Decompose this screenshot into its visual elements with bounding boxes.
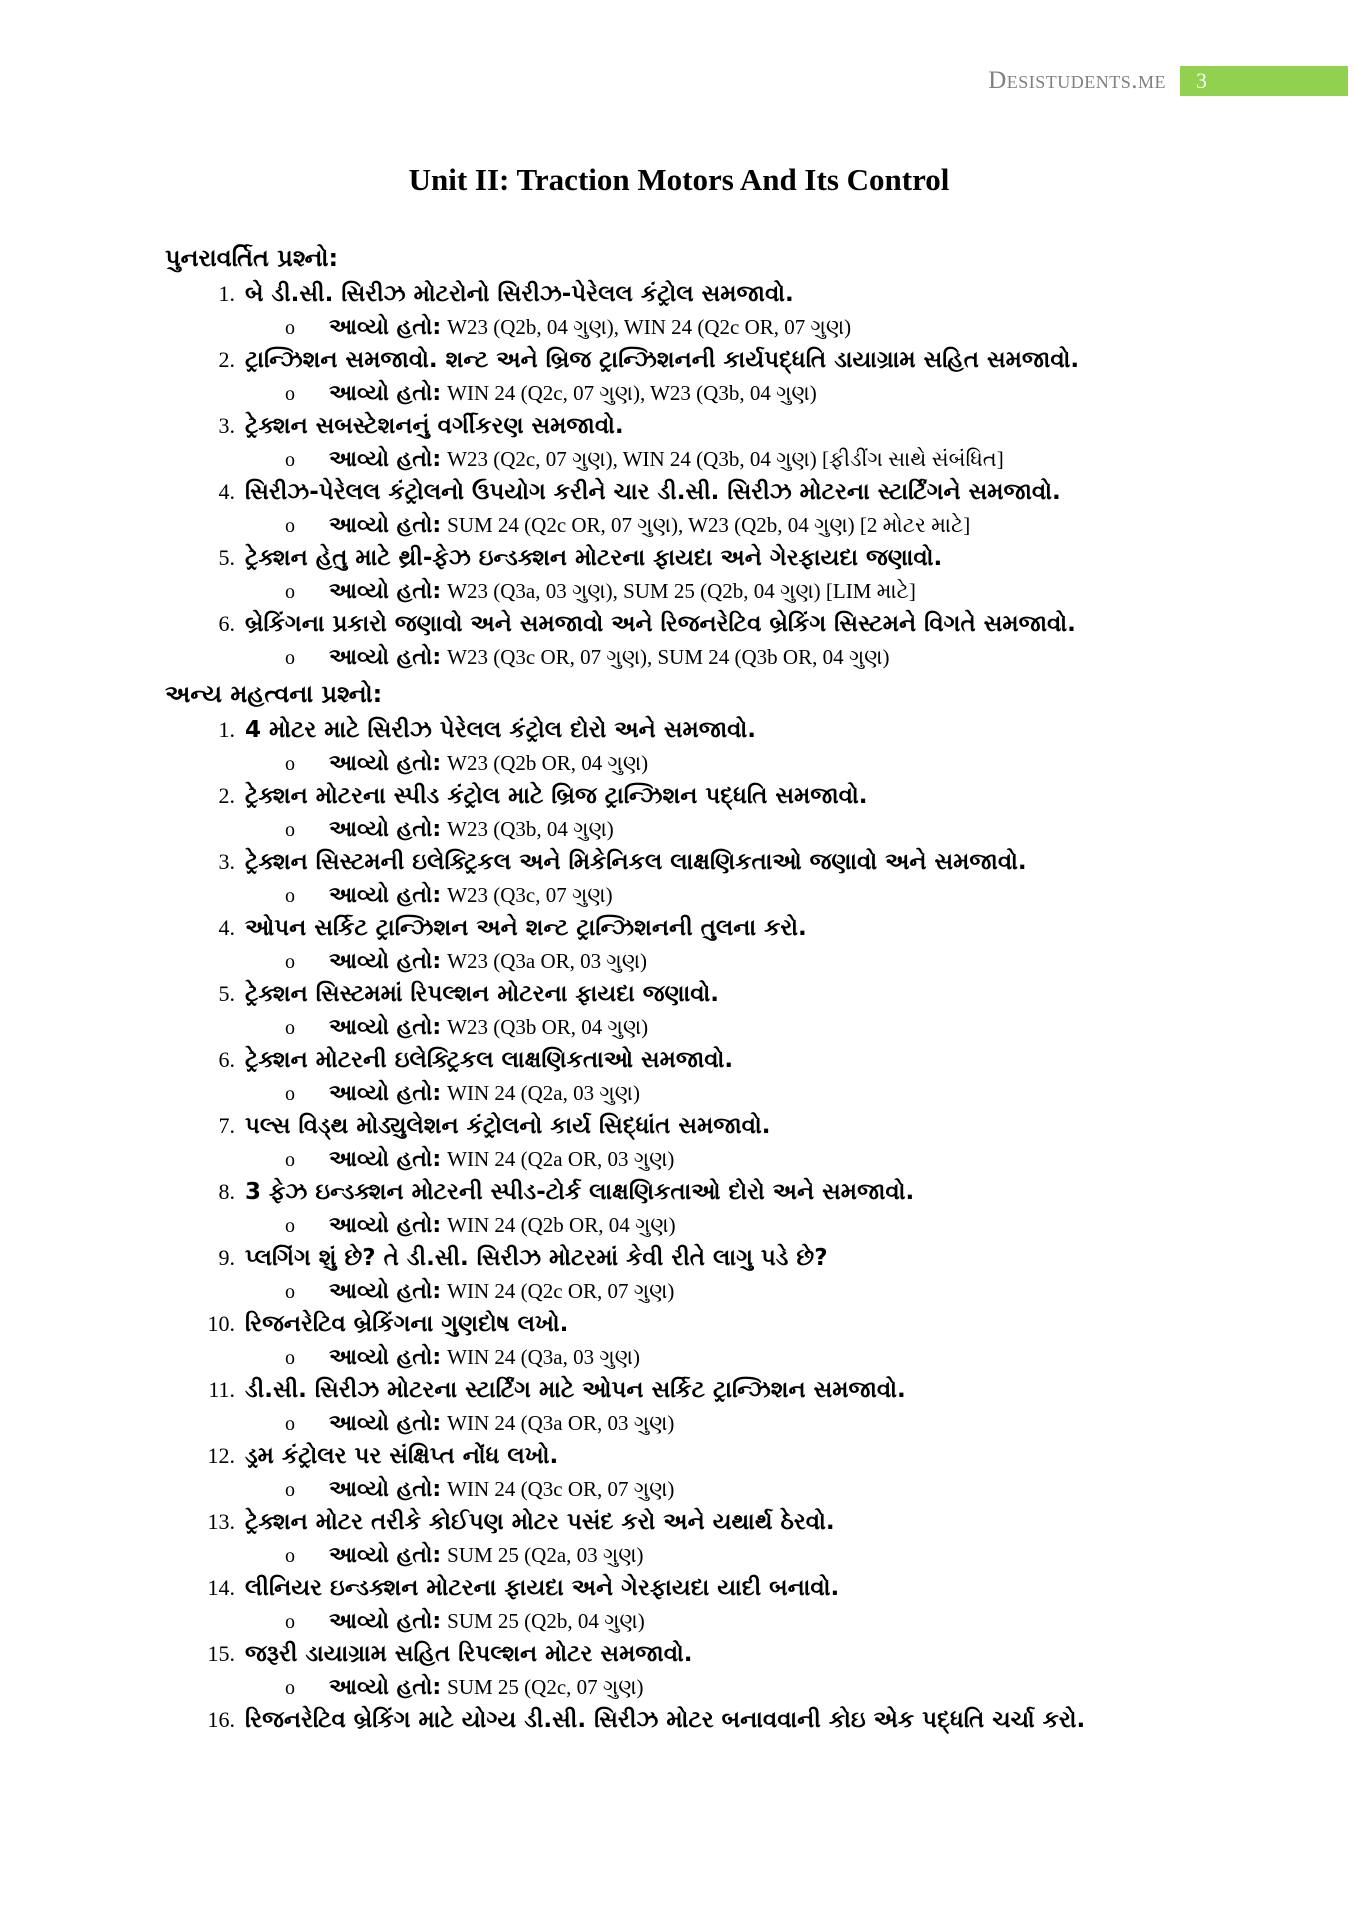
question-item xyxy=(165,1374,1345,1440)
asked-label: આવ્યો હતો: xyxy=(329,1213,442,1238)
asked-row xyxy=(165,1208,1345,1242)
asked-label: આવ્યો હતો: xyxy=(329,447,442,472)
asked-reference: WIN 24 (Q2c, 07 ગુણ), W23 (Q3b, 04 ગુણ) xyxy=(447,381,817,405)
question-text: ટ્રેક્શન હેતુ માટે થ્રી-ફેઝ ઇન્ડક્શન મોટરના ફાયદા અને ગેરફાયદા જણાવો. xyxy=(245,545,943,571)
question-item xyxy=(165,1440,1345,1506)
asked-label: આવ્યો હતો: xyxy=(329,579,442,604)
asked-row xyxy=(165,1472,1345,1506)
question-number: 12. xyxy=(207,1443,235,1468)
question-text: ટ્રેક્શન સબસ્ટેશનનું વર્ગીકરણ સમજાવો. xyxy=(245,413,624,439)
question-row xyxy=(165,1506,1345,1538)
question-number: 6. xyxy=(218,611,235,636)
question-row xyxy=(165,912,1345,944)
asked-reference: WIN 24 (Q3a, 03 ગુણ) xyxy=(447,1345,640,1369)
question-row xyxy=(165,978,1345,1010)
question-number: 16. xyxy=(207,1707,235,1732)
question-text: ટ્રેક્શન સિસ્ટમની ઇલેક્ટ્રિકલ અને મિકેનિકલ લાક્ષણિકતાઓ જણાવો અને સમજાવો. xyxy=(245,849,1027,875)
question-item xyxy=(165,1176,1345,1242)
question-item xyxy=(165,912,1345,978)
question-text: સિરીઝ-પેરેલલ કંટ્રોલનો ઉપયોગ કરીને ચાર ડી.સી. સિરીઝ મોટરના સ્ટાર્ટિંગને સમજાવો. xyxy=(245,479,1061,505)
question-number: 3. xyxy=(218,849,235,874)
question-text: ટ્રેક્શન મોટર તરીકે કોઈપણ મોટર પસંદ કરો અને યથાર્થ ઠેરવો. xyxy=(245,1509,835,1535)
bullet-icon: o xyxy=(285,515,295,537)
bullet-icon: o xyxy=(285,1083,295,1105)
page-number: 3 xyxy=(1180,66,1348,96)
question-item xyxy=(165,1638,1345,1704)
asked-label: આવ્યો હતો: xyxy=(329,817,442,842)
question-item xyxy=(165,542,1345,608)
asked-reference: W23 (Q3b, 04 ગુણ) xyxy=(447,817,614,841)
question-item xyxy=(165,476,1345,542)
question-text: લીનિયર ઇન્ડક્શન મોટરના ફાયદા અને ગેરફાયદા યાદી બનાવો. xyxy=(245,1575,840,1601)
asked-label: આવ્યો હતો: xyxy=(329,1609,442,1634)
question-item xyxy=(165,1242,1345,1308)
question-row xyxy=(165,278,1345,310)
question-item xyxy=(165,1308,1345,1374)
question-text: પલ્સ વિડ્થ મોડ્યુલેશન કંટ્રોલનો કાર્ય સિદ્ધાંત સમજાવો. xyxy=(245,1113,771,1139)
asked-reference: WIN 24 (Q3a OR, 03 ગુણ) xyxy=(447,1411,675,1435)
asked-row xyxy=(165,878,1345,912)
bullet-icon: o xyxy=(285,1611,295,1633)
bullet-icon: o xyxy=(285,1281,295,1303)
bullet-icon: o xyxy=(285,1149,295,1171)
question-number: 9. xyxy=(218,1245,235,1270)
question-list xyxy=(165,714,1345,1736)
question-number: 14. xyxy=(207,1575,235,1600)
question-row xyxy=(165,846,1345,878)
question-number: 2. xyxy=(218,783,235,808)
bullet-icon: o xyxy=(285,951,295,973)
question-row xyxy=(165,1308,1345,1340)
question-item xyxy=(165,780,1345,846)
asked-reference: W23 (Q3b OR, 04 ગુણ) xyxy=(447,1015,649,1039)
asked-label: આવ્યો હતો: xyxy=(329,645,442,670)
asked-label: આવ્યો હતો: xyxy=(329,1543,442,1568)
question-item xyxy=(165,1110,1345,1176)
question-number: 2. xyxy=(218,347,235,372)
question-text: જરૂરી ડાયાગ્રામ સહિત રિપલ્શન મોટર સમજાવો. xyxy=(245,1641,693,1667)
question-list xyxy=(165,278,1345,674)
unit-title: Unit II: Traction Motors And Its Control xyxy=(408,162,950,197)
bullet-icon: o xyxy=(285,581,295,603)
asked-reference: SUM 25 (Q2b, 04 ગુણ) xyxy=(447,1609,645,1633)
question-item xyxy=(165,410,1345,476)
question-row xyxy=(165,1242,1345,1274)
asked-reference: SUM 25 (Q2a, 03 ગુણ) xyxy=(447,1543,644,1567)
asked-label: આવ્યો હતો: xyxy=(329,1015,442,1040)
asked-reference: W23 (Q2c, 07 ગુણ), WIN 24 (Q3b, 04 ગુણ) [ફીડીંગ સાથે સંબંધિત] xyxy=(447,447,1004,471)
question-text: ટ્રેક્શન સિસ્ટમમાં રિપલ્શન મોટરના ફાયદા જણાવો. xyxy=(245,981,720,1007)
asked-row xyxy=(165,746,1345,780)
asked-row xyxy=(165,1538,1345,1572)
bullet-icon: o xyxy=(285,1479,295,1501)
question-content xyxy=(165,238,1345,1736)
asked-row xyxy=(165,1340,1345,1374)
asked-reference: W23 (Q3a OR, 03 ગુણ) xyxy=(447,949,647,973)
question-item xyxy=(165,1704,1345,1736)
asked-row xyxy=(165,944,1345,978)
question-row xyxy=(165,1044,1345,1076)
asked-row xyxy=(165,508,1345,542)
question-number: 10. xyxy=(207,1311,235,1336)
asked-label: આવ્યો હતો: xyxy=(329,1345,442,1370)
bullet-icon: o xyxy=(285,1215,295,1237)
asked-label: આવ્યો હતો: xyxy=(329,1147,442,1172)
asked-row xyxy=(165,1406,1345,1440)
question-row xyxy=(165,780,1345,812)
bullet-icon: o xyxy=(285,1347,295,1369)
question-row xyxy=(165,344,1345,376)
asked-label: આવ્યો હતો: xyxy=(329,381,442,406)
site-name: Desistudents.me xyxy=(988,67,1166,94)
asked-reference: WIN 24 (Q2a OR, 03 ગુણ) xyxy=(447,1147,675,1171)
bullet-icon: o xyxy=(285,647,295,669)
asked-reference: WIN 24 (Q2b OR, 04 ગુણ) xyxy=(447,1213,676,1237)
question-item xyxy=(165,1506,1345,1572)
question-text: 4 મોટર માટે સિરીઝ પેરેલલ કંટ્રોલ દોરો અને સમજાવો. xyxy=(245,717,756,743)
section-heading: પુનરાવર્તિત પ્રશ્નો: xyxy=(165,244,339,272)
question-text: રિજનરેટિવ બ્રેકિંગ માટે યોગ્ય ડી.સી. સિરીઝ મોટર બનાવવાની કોઇ એક પદ્ધતિ ચર્ચા કરો. xyxy=(245,1707,1086,1733)
question-item xyxy=(165,978,1345,1044)
asked-reference: WIN 24 (Q2a, 03 ગુણ) xyxy=(447,1081,640,1105)
asked-label: આવ્યો હતો: xyxy=(329,949,442,974)
question-row xyxy=(165,1638,1345,1670)
bullet-icon: o xyxy=(285,1017,295,1039)
asked-row xyxy=(165,574,1345,608)
question-text: રિજનરેટિવ બ્રેકિંગના ગુણદોષ લખો. xyxy=(245,1311,569,1337)
asked-row xyxy=(165,1010,1345,1044)
bullet-icon: o xyxy=(285,819,295,841)
asked-label: આવ્યો હતો: xyxy=(329,751,442,776)
question-number: 7. xyxy=(218,1113,235,1138)
question-number: 5. xyxy=(218,545,235,570)
question-text: ઓપન સર્કિટ ટ્રાન્ઝિશન અને શન્ટ ટ્રાન્ઝિશનની તુલના કરો. xyxy=(245,915,807,941)
asked-row xyxy=(165,1274,1345,1308)
question-row xyxy=(165,1572,1345,1604)
question-row xyxy=(165,714,1345,746)
asked-reference: W23 (Q3a, 03 ગુણ), SUM 25 (Q2b, 04 ગુણ) [LIM માટે] xyxy=(447,579,916,603)
bullet-icon: o xyxy=(285,1413,295,1435)
question-text: બ્રેકિંગના પ્રકારો જણાવો અને સમજાવો અને રિજનરેટિવ બ્રેકિંગ સિસ્ટમને વિગતે સમજાવો. xyxy=(245,611,1076,637)
asked-row xyxy=(165,1142,1345,1176)
asked-label: આવ્યો હતો: xyxy=(329,315,442,340)
asked-label: આવ્યો હતો: xyxy=(329,513,442,538)
question-text: ડી.સી. સિરીઝ મોટરના સ્ટાર્ટિંગ માટે ઓપન સર્કિટ ટ્રાન્ઝિશન સમજાવો. xyxy=(245,1377,906,1403)
question-number: 8. xyxy=(218,1179,235,1204)
question-text: ડ્રમ કંટ્રોલર પર સંક્ષિપ્ત નોંધ લખો. xyxy=(245,1443,559,1469)
asked-label: આવ્યો હતો: xyxy=(329,1081,442,1106)
question-number: 6. xyxy=(218,1047,235,1072)
question-text: ટ્રેક્શન મોટરની ઇલેક્ટ્રિકલ લાક્ષણિકતાઓ સમજાવો. xyxy=(245,1047,734,1073)
question-number: 1. xyxy=(218,281,235,306)
asked-reference: WIN 24 (Q3c OR, 07 ગુણ) xyxy=(447,1477,675,1501)
bullet-icon: o xyxy=(285,753,295,775)
question-number: 5. xyxy=(218,981,235,1006)
asked-reference: W23 (Q3c, 07 ગુણ) xyxy=(447,883,613,907)
question-number: 4. xyxy=(218,479,235,504)
asked-row xyxy=(165,442,1345,476)
asked-row xyxy=(165,1604,1345,1638)
asked-row xyxy=(165,1670,1345,1704)
asked-row xyxy=(165,812,1345,846)
question-item xyxy=(165,1044,1345,1110)
question-row xyxy=(165,608,1345,640)
asked-reference: SUM 25 (Q2c, 07 ગુણ) xyxy=(447,1675,644,1699)
asked-reference: W23 (Q3c OR, 07 ગુણ), SUM 24 (Q3b OR, 04 ગુણ) xyxy=(447,645,890,669)
question-row xyxy=(165,1374,1345,1406)
question-text: 3 ફેઝ ઇન્ડક્શન મોટરની સ્પીડ-ટોર્ક લાક્ષણિકતાઓ દોરો અને સમજાવો. xyxy=(245,1179,915,1205)
question-number: 1. xyxy=(218,717,235,742)
question-number: 11. xyxy=(208,1377,235,1402)
question-text: ટ્રેક્શન મોટરના સ્પીડ કંટ્રોલ માટે બ્રિજ ટ્રાન્ઝિશન પદ્ધતિ સમજાવો. xyxy=(245,783,868,809)
page-header xyxy=(988,64,1348,98)
asked-row xyxy=(165,640,1345,674)
bullet-icon: o xyxy=(285,317,295,339)
question-number: 3. xyxy=(218,413,235,438)
question-number: 15. xyxy=(207,1641,235,1666)
asked-label: આવ્યો હતો: xyxy=(329,1675,442,1700)
question-number: 4. xyxy=(218,915,235,940)
question-number: 13. xyxy=(207,1509,235,1534)
question-item xyxy=(165,846,1345,912)
bullet-icon: o xyxy=(285,449,295,471)
question-row xyxy=(165,1110,1345,1142)
question-text: બે ડી.સી. સિરીઝ મોટરોનો સિરીઝ-પેરેલલ કંટ્રોલ સમજાવો. xyxy=(245,281,794,307)
question-row xyxy=(165,410,1345,442)
section-heading: અન્ય મહત્વના પ્રશ્નો: xyxy=(165,680,383,708)
question-row xyxy=(165,1176,1345,1208)
question-item xyxy=(165,344,1345,410)
asked-reference: W23 (Q2b OR, 04 ગુણ) xyxy=(447,751,649,775)
question-item xyxy=(165,1572,1345,1638)
question-text: પ્લગિંગ શું છે? તે ડી.સી. સિરીઝ મોટરમાં કેવી રીતે લાગુ પડે છે? xyxy=(245,1245,828,1271)
asked-row xyxy=(165,1076,1345,1110)
asked-label: આવ્યો હતો: xyxy=(329,883,442,908)
asked-label: આવ્યો હતો: xyxy=(329,1279,442,1304)
asked-label: આવ્યો હતો: xyxy=(329,1477,442,1502)
asked-reference: WIN 24 (Q2c OR, 07 ગુણ) xyxy=(447,1279,675,1303)
question-row xyxy=(165,1440,1345,1472)
question-row xyxy=(165,1704,1345,1736)
question-item xyxy=(165,608,1345,674)
question-row xyxy=(165,476,1345,508)
asked-label: આવ્યો હતો: xyxy=(329,1411,442,1436)
bullet-icon: o xyxy=(285,383,295,405)
bullet-icon: o xyxy=(285,1545,295,1567)
bullet-icon: o xyxy=(285,885,295,907)
question-item xyxy=(165,714,1345,780)
question-row xyxy=(165,542,1345,574)
bullet-icon: o xyxy=(285,1677,295,1699)
question-text: ટ્રાન્ઝિશન સમજાવો. શન્ટ અને બ્રિજ ટ્રાન્ઝિશનની કાર્યપદ્ધતિ ડાયાગ્રામ સહિત સમજાવો. xyxy=(245,347,1080,373)
asked-reference: SUM 24 (Q2c OR, 07 ગુણ), W23 (Q2b, 04 ગુણ) [2 મોટર માટે] xyxy=(447,513,971,537)
asked-row xyxy=(165,376,1345,410)
asked-row xyxy=(165,310,1345,344)
question-item xyxy=(165,278,1345,344)
asked-reference: W23 (Q2b, 04 ગુણ), WIN 24 (Q2c OR, 07 ગુણ) xyxy=(447,315,852,339)
